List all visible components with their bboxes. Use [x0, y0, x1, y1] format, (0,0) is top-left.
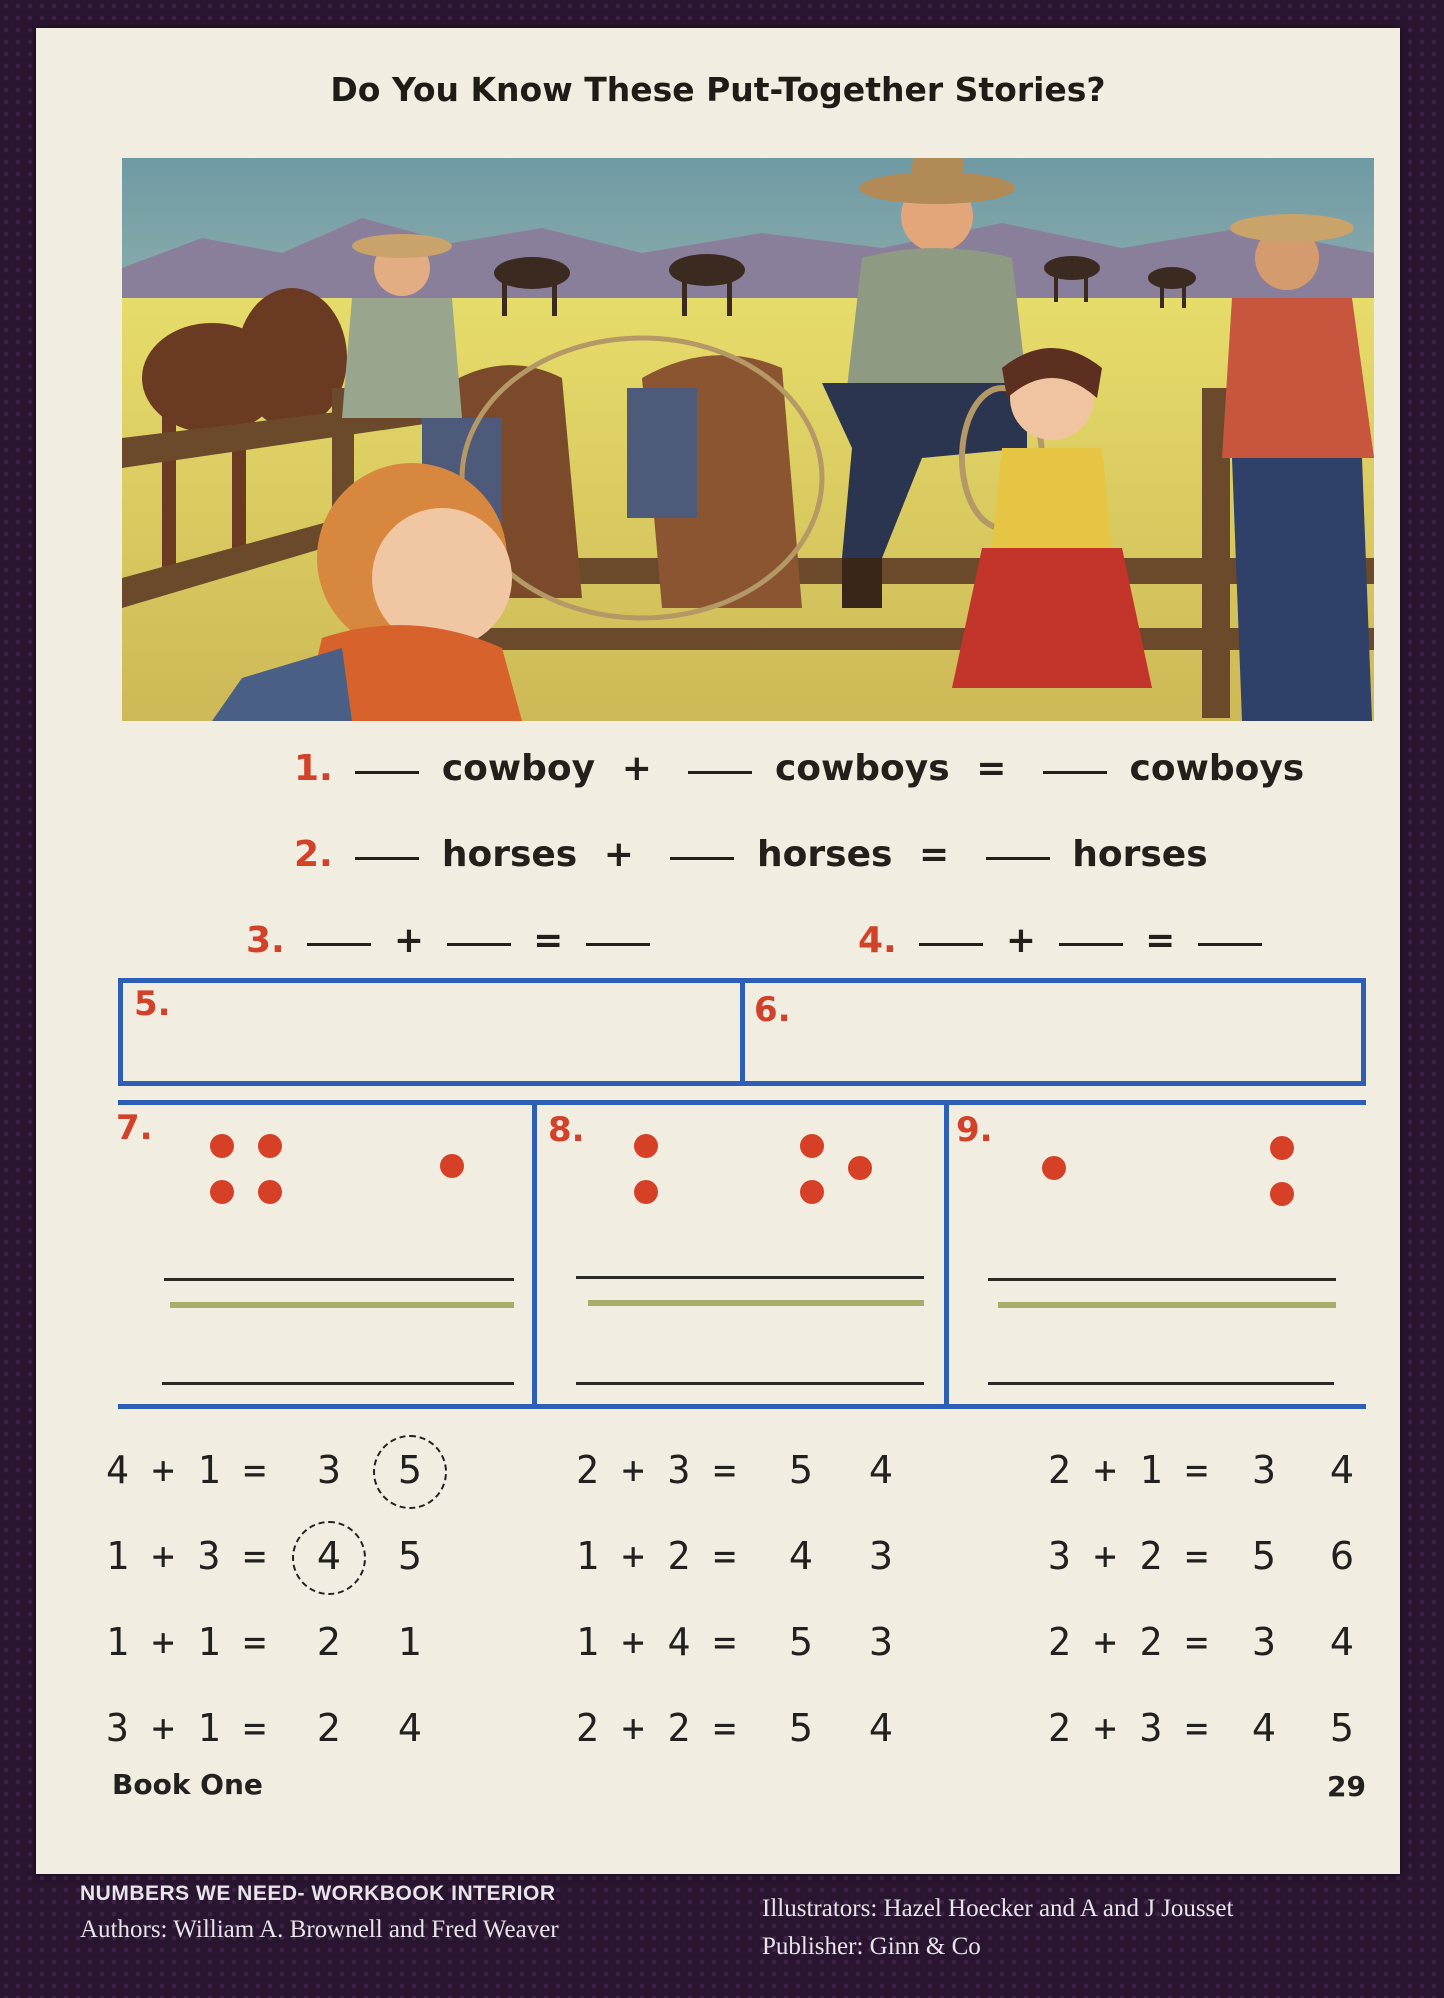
story-word: horses	[757, 834, 893, 875]
credit-block-left	[80, 1882, 559, 1944]
counting-dot	[210, 1134, 234, 1158]
answer-choice[interactable]: 4	[868, 1448, 894, 1492]
ranch-illustration	[122, 158, 1374, 721]
story-number: 1.	[294, 748, 333, 789]
answer-blank[interactable]	[307, 943, 371, 946]
workbook-page	[36, 28, 1400, 1874]
drill-equation: 2 + 3 =	[576, 1448, 737, 1492]
credit-illustrators: Illustrators: Hazel Hoecker and A and J Jousset	[762, 1895, 1234, 1922]
counting-dot	[1270, 1182, 1294, 1206]
counting-dot	[440, 1154, 464, 1178]
writing-line[interactable]	[162, 1382, 514, 1385]
credit-publisher: Publisher: Ginn & Co	[762, 1933, 981, 1960]
page-title: Do You Know These Put-Together Stories?	[330, 70, 1106, 109]
answer-choice[interactable]: 3	[1251, 1620, 1277, 1664]
equals-sign: =	[1145, 920, 1176, 961]
drill-equation: 1 + 2 =	[576, 1534, 737, 1578]
answer-blank[interactable]	[688, 771, 752, 774]
drill-equation: 2 + 3 =	[1048, 1706, 1209, 1750]
answer-blank[interactable]	[447, 943, 511, 946]
box-number-5: 5.	[134, 984, 171, 1024]
answer-choice[interactable]: 5	[788, 1620, 814, 1664]
story-word: horses	[1072, 834, 1208, 875]
plus-sign: +	[621, 748, 652, 789]
answer-choice-circled[interactable]: 4	[316, 1534, 342, 1578]
panel-bottom-line	[118, 1404, 1366, 1409]
drill-equation: 1 + 1 =	[106, 1620, 267, 1664]
answer-blank[interactable]	[586, 943, 650, 946]
writing-line[interactable]	[164, 1278, 514, 1281]
equals-sign: =	[918, 834, 950, 875]
answer-choice[interactable]: 4	[788, 1534, 814, 1578]
answer-choice[interactable]: 5	[788, 1706, 814, 1750]
answer-choice[interactable]: 5	[397, 1534, 423, 1578]
answer-choice[interactable]: 3	[868, 1534, 894, 1578]
credit-authors: Authors: William A. Brownell and Fred Weaver	[80, 1916, 559, 1943]
answer-choice[interactable]: 2	[316, 1706, 342, 1750]
credit-heading: NUMBERS WE NEED- WORKBOOK INTERIOR	[80, 1882, 556, 1905]
counting-dot	[258, 1134, 282, 1158]
answer-choice[interactable]: 2	[316, 1620, 342, 1664]
answer-choice[interactable]: 1	[397, 1620, 423, 1664]
sum-number: 4.	[858, 920, 897, 961]
answer-circle	[292, 1521, 366, 1595]
answer-choice[interactable]: 3	[868, 1620, 894, 1664]
drill-equation: 3 + 2 =	[1048, 1534, 1209, 1578]
drill-equation: 1 + 3 =	[106, 1534, 267, 1578]
writing-line[interactable]	[988, 1278, 1336, 1281]
answer-blank[interactable]	[355, 857, 419, 860]
plus-sign: +	[393, 920, 424, 961]
counting-dot	[1042, 1156, 1066, 1180]
answer-blank[interactable]	[1198, 943, 1262, 946]
writing-guide-line	[998, 1302, 1336, 1308]
counting-dot	[634, 1180, 658, 1204]
plus-sign: +	[1005, 920, 1036, 961]
counting-dot	[634, 1134, 658, 1158]
sum-3	[246, 920, 660, 961]
drill-equation: 1 + 4 =	[576, 1620, 737, 1664]
story-word: horses	[441, 834, 578, 875]
drill-equation: 3 + 1 =	[106, 1706, 267, 1750]
writing-guide-line	[170, 1302, 514, 1308]
answer-blank[interactable]	[919, 943, 983, 946]
answer-choice[interactable]: 5	[1329, 1706, 1355, 1750]
story-word: cowboy	[441, 748, 596, 789]
equals-sign: =	[976, 748, 1007, 789]
panel-number-8: 8.	[548, 1110, 585, 1150]
answer-choice[interactable]: 4	[1329, 1620, 1355, 1664]
box-number-6: 6.	[754, 990, 791, 1030]
plus-sign: +	[603, 834, 634, 875]
writing-guide-line	[588, 1300, 924, 1306]
story-1	[294, 748, 1304, 789]
counting-dot	[258, 1180, 282, 1204]
answer-blank[interactable]	[986, 857, 1050, 860]
answer-blank[interactable]	[1043, 771, 1107, 774]
panel-divider	[944, 1100, 949, 1409]
counting-dot	[1270, 1136, 1294, 1160]
counting-dot	[800, 1134, 824, 1158]
story-word: cowboys	[1129, 748, 1305, 789]
answer-choice[interactable]: 3	[316, 1448, 342, 1492]
answer-choice[interactable]: 5	[788, 1448, 814, 1492]
panel-number-7: 7.	[116, 1108, 153, 1148]
writing-line[interactable]	[988, 1382, 1334, 1385]
answer-blank[interactable]	[1059, 943, 1123, 946]
answer-area-6[interactable]	[766, 1028, 1356, 1078]
answer-circle	[373, 1435, 447, 1509]
story-2	[294, 834, 1208, 875]
drill-equation: 2 + 2 =	[576, 1706, 737, 1750]
equals-sign: =	[533, 920, 564, 961]
sum-4	[858, 920, 1272, 961]
drill-equation: 2 + 1 =	[1048, 1448, 1209, 1492]
answer-choice[interactable]: 3	[1251, 1448, 1277, 1492]
answer-choice[interactable]: 6	[1329, 1534, 1355, 1578]
credit-block-right	[762, 1895, 1233, 1961]
book-label: Book One	[112, 1768, 263, 1801]
box-divider	[740, 978, 745, 1086]
answer-choice[interactable]: 4	[1329, 1448, 1355, 1492]
writing-line[interactable]	[576, 1276, 924, 1279]
counting-dot	[210, 1180, 234, 1204]
drill-equation: 4 + 1 =	[106, 1448, 267, 1492]
answer-choice[interactable]: 4	[397, 1706, 423, 1750]
counting-dot	[848, 1156, 872, 1180]
answer-blank[interactable]	[355, 771, 419, 774]
drill-equation: 2 + 2 =	[1048, 1620, 1209, 1664]
writing-line[interactable]	[576, 1382, 924, 1385]
answer-choice-circled[interactable]: 5	[397, 1448, 423, 1492]
answer-choice[interactable]: 4	[1251, 1706, 1277, 1750]
panel-top-line	[118, 1100, 1366, 1105]
answer-area-5[interactable]	[151, 1028, 731, 1078]
sum-number: 3.	[246, 920, 285, 961]
panel-number-9: 9.	[956, 1110, 993, 1150]
page-number: 29	[1327, 1770, 1366, 1803]
story-number: 2.	[294, 834, 333, 875]
story-word: cowboys	[774, 748, 950, 789]
answer-choice[interactable]: 5	[1251, 1534, 1277, 1578]
panel-divider	[532, 1100, 537, 1409]
counting-dot	[800, 1180, 824, 1204]
answer-choice[interactable]: 4	[868, 1706, 894, 1750]
answer-blank[interactable]	[670, 857, 734, 860]
